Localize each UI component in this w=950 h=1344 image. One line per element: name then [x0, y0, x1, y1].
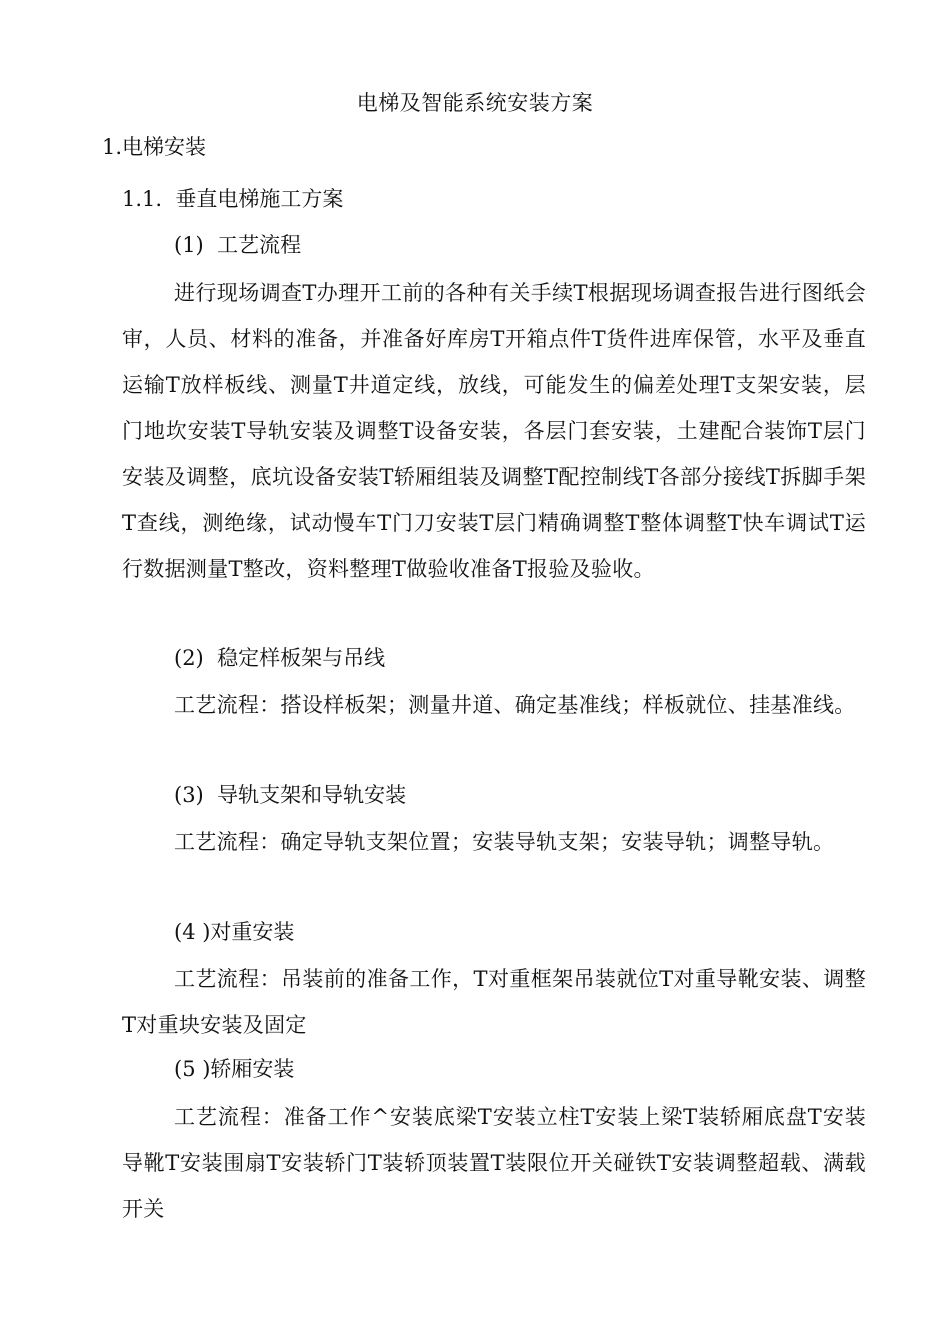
paragraph-counterweight: 工艺流程：吊装前的准备工作，T对重框架吊装就位T对重导靴安装、调整T对重块安装及固定: [122, 967, 866, 1037]
item-heading-template-frame: (2) 稳定样板架与吊线: [174, 646, 386, 670]
paragraph-template-frame: 工艺流程：搭设样板架；测量井道、确定基准线；样板就位、挂基准线。: [174, 693, 856, 717]
item-heading-guide-rail: (3) 导轨支架和导轨安装: [174, 783, 407, 807]
item-heading-car-installation: (5 )轿厢安装: [174, 1057, 295, 1081]
document-title: 电梯及智能系统安装方案: [356, 91, 594, 115]
item-heading-counterweight: (4 )对重安装: [174, 920, 295, 944]
item-heading-process-flow: (1) 工艺流程: [174, 233, 302, 257]
paragraph-guide-rail: 工艺流程：确定导轨支架位置；安装导轨支架；安装导轨；调整导轨。: [174, 830, 835, 854]
paragraph-process-flow: 进行现场调查T办理开工前的各种有关手续T根据现场调查报告进行图纸会审，人员、材料的准备，并准备好库房T开箱点件T货件进库保管，水平及垂直运输T放样板线、测量T井道定线，放线，可能发生的偏差处理T支架安装，层门地坎安装T导轨安装及调整T设备安装，各层门套安装，土建配合装饰T层门安装及调整，底坑设备安装T轿厢组装及调整T配控制线T各部分接线T拆脚手架T查线，测绝缘，试动慢车T门刀安装T层门精确调整T整体调整T快车调试T运行数据测量T整改，资料整理T做验收准备T报验及验收。: [122, 281, 866, 581]
paragraph-car-installation: 工艺流程：准备工作^安装底梁T安装立柱T安装上梁T装轿厢底盘T安装导靴T安装围扇T安装轿门T装轿顶装置T装限位开关碰铁T安装调整超载、满载开关: [122, 1105, 866, 1221]
subsection-heading-vertical-elevator-plan: 1.1. 垂直电梯施工方案: [122, 187, 344, 211]
section-heading-elevator-installation: 1.电梯安装: [102, 135, 207, 159]
